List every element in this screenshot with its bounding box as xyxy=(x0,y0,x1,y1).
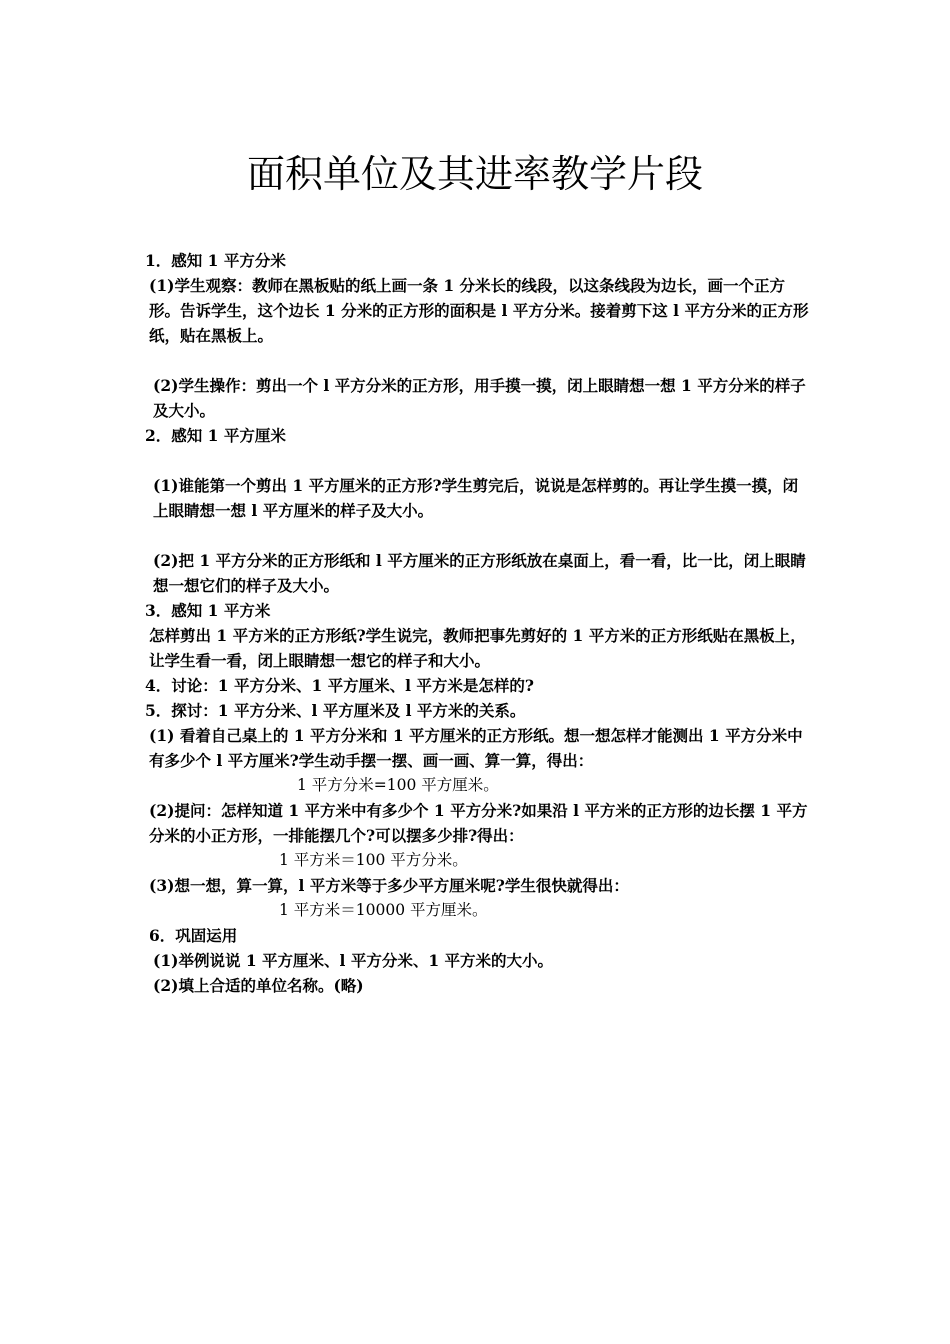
section-heading: 4．讨论：1 平方分米、1 平方厘米、l 平方米是怎样的? xyxy=(145,676,535,695)
paragraph: (2)学生操作：剪出一个 l 平方分米的正方形，用手摸一摸，闭上眼睛想一想 1 平方分米的样子及大小。 xyxy=(153,376,806,420)
paragraph: (2)把 1 平方分米的正方形纸和 l 平方厘米的正方形纸放在桌面上，看一看，比一比，闭上眼睛想一想它们的样子及大小。 xyxy=(153,551,806,595)
paragraph: (1)举例说说 1 平方厘米、l 平方分米、1 平方米的大小。 xyxy=(153,951,553,970)
section-heading: 6．巩固运用 xyxy=(149,926,238,945)
equation: 1 平方分米=100 平方厘米。 xyxy=(297,776,499,794)
section-heading: 1．感知 1 平方分米 xyxy=(145,251,286,270)
paragraph: (1)谁能第一个剪出 1 平方厘米的正方形?学生剪完后，说说是怎样剪的。再让学生摸一摸，闭上眼睛想一想 l 平方厘米的样子及大小。 xyxy=(153,476,799,520)
section-heading: 5．探讨：1 平方分米、l 平方厘米及 l 平方米的关系。 xyxy=(145,701,526,720)
section-heading: 2．感知 1 平方厘米 xyxy=(145,426,286,445)
paragraph: (2)提问：怎样知道 1 平方米中有多少个 1 平方分米?如果沿 l 平方米的正方形的边长摆 1 平方分米的小正方形，一排能摆几个?可以摆多少排?得出： xyxy=(149,801,808,845)
paragraph: (1)学生观察：教师在黑板贴的纸上画一条 1 分米长的线段，以这条线段为边长，画一个正方形。告诉学生，这个边长 1 分米的正方形的面积是 l 平方分米。接着剪下这 l 平方分米的正方形纸，贴在黑板上。 xyxy=(149,276,809,345)
paragraph: (1) 看着自己桌上的 1 平方分米和 1 平方厘米的正方形纸。想一想怎样才能测出 1 平方分米中有多少个 l 平方厘米?学生动手摆一摆、画一画、算一算，得出： xyxy=(149,726,803,770)
section-heading: 3．感知 1 平方米 xyxy=(145,601,271,620)
document-body xyxy=(145,248,809,998)
spacer xyxy=(145,448,809,473)
paragraph: 怎样剪出 1 平方米的正方形纸?学生说完，教师把事先剪好的 1 平方米的正方形纸贴在黑板上，让学生看一看，闭上眼睛想一想它的样子和大小。 xyxy=(149,626,806,670)
document-title: 面积单位及其进率教学片段 xyxy=(246,152,703,196)
spacer xyxy=(145,523,809,548)
spacer xyxy=(145,348,809,373)
paragraph: (2)填上合适的单位名称。(略) xyxy=(153,976,364,995)
paragraph: (3)想一想，算一算，l 平方米等于多少平方厘米呢?学生很快就得出： xyxy=(149,876,629,895)
equation: 1 平方米＝10000 平方厘米。 xyxy=(279,901,488,919)
equation: 1 平方米＝100 平方分米。 xyxy=(279,851,468,869)
